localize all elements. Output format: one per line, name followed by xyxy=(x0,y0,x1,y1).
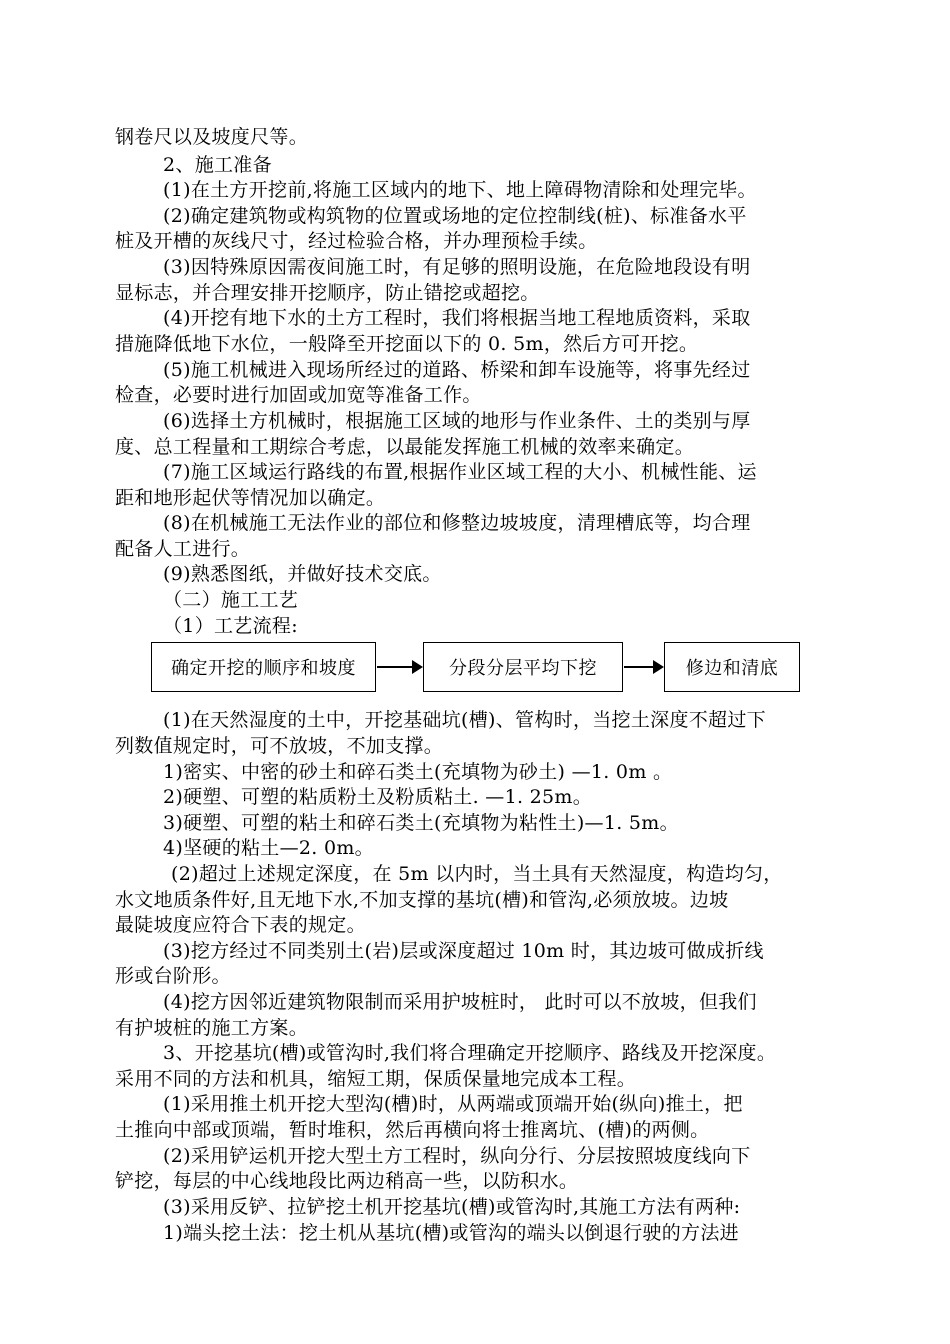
text-line: (3)采用反铲、拉铲挖土机开挖基坑(槽)或管沟时,其施工方法有两种: xyxy=(163,1196,741,1218)
text-line: 采用不同的方法和机具，缩短工期，保质保量地完成本工程。 xyxy=(115,1068,637,1090)
text-line: 显标志，并合理安排开挖顺序，防止错挖或超挖。 xyxy=(115,282,540,304)
text-line: (2)确定建筑物或构筑物的位置或场地的定位控制线(桩)、标准备水平 xyxy=(163,205,747,227)
text-line: 1)端头挖土法：挖土机从基坑(槽)或管沟的端头以倒退行驶的方法进 xyxy=(163,1222,739,1244)
flow-step-trim-clean: 修边和清底 xyxy=(664,642,800,692)
text-line: (6)选择土方机械时，根据施工区域的地形与作业条件、土的类别与厚 xyxy=(163,410,751,432)
text-line: 3、开挖基坑(槽)或管沟时,我们将合理确定开挖顺序、路线及开挖深度。 xyxy=(163,1042,777,1064)
flow-arrow-2 xyxy=(624,666,662,668)
text-line: 2、施工准备 xyxy=(163,154,272,176)
text-line: (4)开挖有地下水的土方工程时，我们将根据当地工程地质资料，采取 xyxy=(163,307,751,329)
text-line: 4)坚硬的粘土—2. 0m。 xyxy=(163,837,374,859)
flow-step-determine-order: 确定开挖的顺序和坡度 xyxy=(151,642,376,692)
text-line: 形或台阶形。 xyxy=(115,965,231,987)
text-line: (1)在土方开挖前,将施工区域内的地下、地上障碍物清除和处理完毕。 xyxy=(163,179,757,201)
text-line: 铲挖，每层的中心线地段比两边稍高一些，以防积水。 xyxy=(115,1170,579,1192)
flow-arrow-1 xyxy=(377,666,421,668)
text-line: (9)熟悉图纸，并做好技术交底。 xyxy=(163,563,442,585)
text-line: (5)施工机械进入现场所经过的道路、桥梁和卸车设施等，将事先经过 xyxy=(163,359,751,381)
text-line: 检查，必要时进行加固或加宽等准备工作。 xyxy=(115,384,482,406)
text-line: (3)挖方经过不同类别土(岩)层或深度超过 10m 时，其边坡可做成折线 xyxy=(163,940,764,962)
text-line: (1)采用推土机开挖大型沟(槽)时，从两端或顶端开始(纵向)推土，把 xyxy=(163,1093,743,1115)
text-line: 2)硬塑、可塑的粘质粉土及粉质粘土. —1. 25m。 xyxy=(163,786,593,808)
text-line: 1)密实、中密的砂土和碎石类土(充填物为砂土) —1. 0m 。 xyxy=(163,761,673,783)
text-line: 钢卷尺以及坡度尺等。 xyxy=(115,126,309,148)
text-line: 水文地质条件好,且无地下水,不加支撑的基坑(槽)和管沟,必须放坡。边坡 xyxy=(115,889,729,911)
text-line: (4)挖方因邻近建筑物限制而采用护坡桩时， 此时可以不放坡，但我们 xyxy=(163,991,757,1013)
text-line: 有护坡桩的施工方案。 xyxy=(115,1017,309,1039)
text-line: 桩及开槽的灰线尺寸，经过检验合格，并办理预检手续。 xyxy=(115,230,598,252)
text-line: (2)采用铲运机开挖大型土方工程时，纵向分行、分层按照坡度线向下 xyxy=(163,1145,751,1167)
flow-step-layered-excavation: 分段分层平均下挖 xyxy=(423,642,623,692)
text-line: （二）施工工艺 xyxy=(163,589,299,611)
text-line: 配备人工进行。 xyxy=(115,538,251,560)
text-line: (3)因特殊原因需夜间施工时，有足够的照明设施，在危险地段设有明 xyxy=(163,256,751,278)
text-line: (8)在机械施工无法作业的部位和修整边坡坡度，清理槽底等，均合理 xyxy=(163,512,751,534)
text-line: (7)施工区域运行路线的布置,根据作业区域工程的大小、机械性能、运 xyxy=(163,461,757,483)
text-line: 度、总工程量和工期综合考虑，以最能发挥施工机械的效率来确定。 xyxy=(115,436,695,458)
text-line: (1)在天然湿度的土中，开挖基础坑(槽)、管构时，当挖土深度不超过下 xyxy=(163,709,766,731)
text-line: 最陡坡度应符合下表的规定。 xyxy=(115,914,366,936)
text-line: 3)硬塑、可塑的粘土和碎石类土(充填物为粘性土)—1. 5m。 xyxy=(163,812,679,834)
text-line: 土推向中部或顶端，暂时堆积，然后再横向将士推离坑、(槽)的两侧。 xyxy=(115,1119,710,1141)
text-line: 措施降低地下水位，一般降至开挖面以下的 0. 5m，然后方可开挖。 xyxy=(115,333,699,355)
text-line: (2)超过上述规定深度，在 5m 以内时，当土具有天然湿度，构造均匀， xyxy=(171,863,783,885)
text-line: 距和地形起伏等情况加以确定。 xyxy=(115,487,386,509)
text-line: （1）工艺流程: xyxy=(163,615,298,637)
text-line: 列数值规定时，可不放坡，不加支撑。 xyxy=(115,735,444,757)
